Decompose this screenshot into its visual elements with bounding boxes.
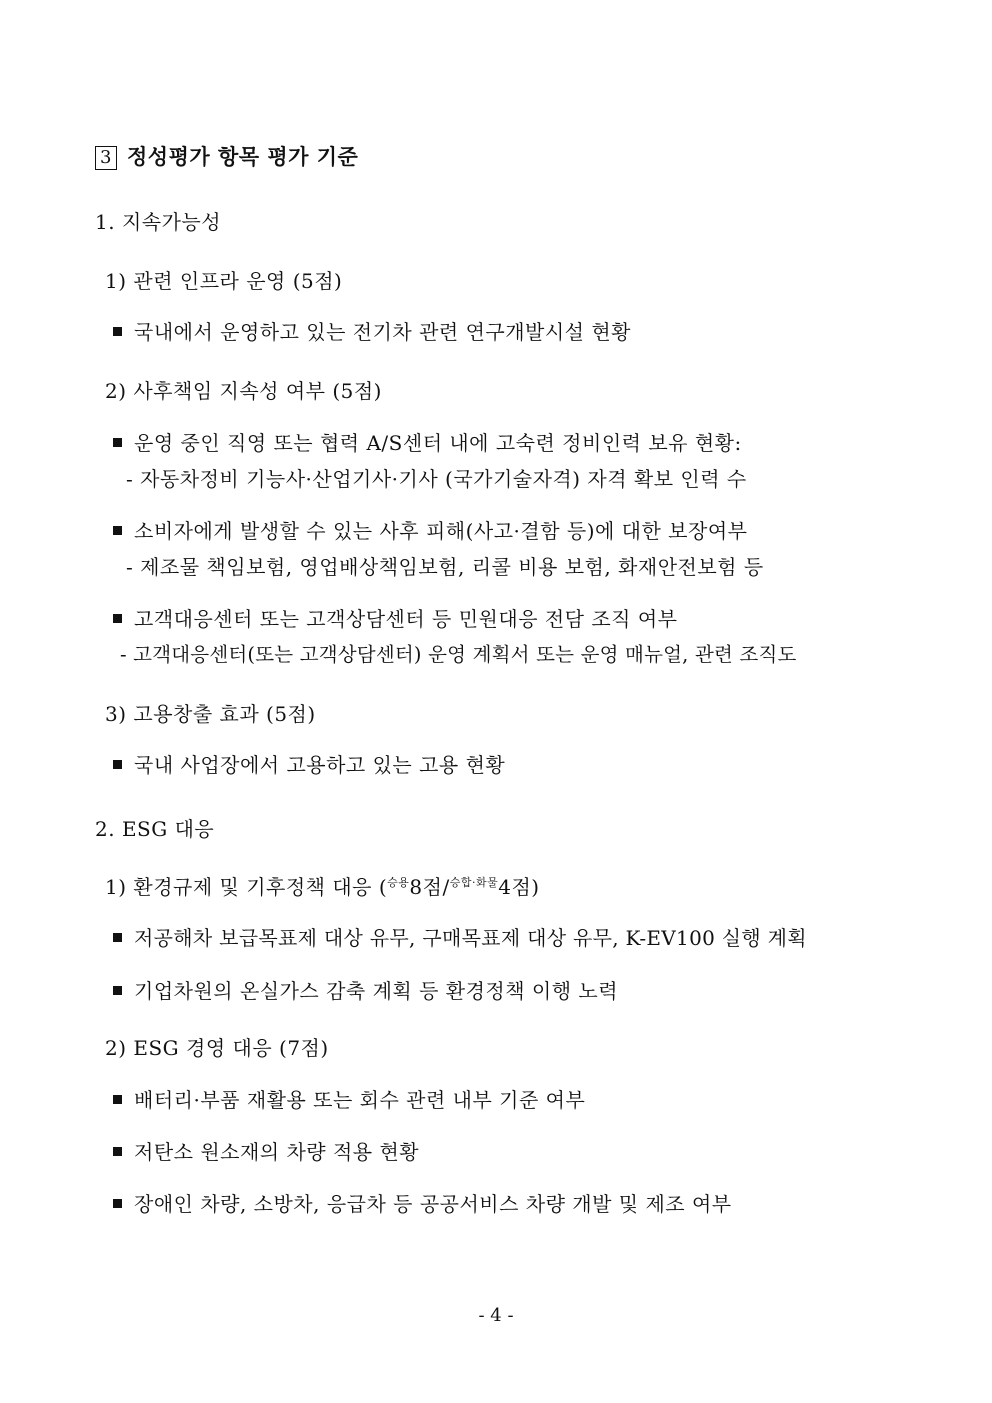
- bullet-square-icon: [113, 760, 122, 769]
- bullet-item: 운영 중인 직영 또는 협력 A/S센터 내에 고숙련 정비인력 보유 현황:: [113, 429, 742, 457]
- bullet-square-icon: [113, 1147, 122, 1156]
- bullet-item: 고객대응센터 또는 고객상담센터 등 민원대응 전담 조직 여부: [113, 605, 678, 633]
- section-2-title: 2. ESG 대응: [95, 817, 215, 841]
- subsection-1-1-title: 1) 관련 인프라 운영 (5점): [105, 269, 343, 293]
- page-number: - 4 -: [478, 1305, 514, 1326]
- bullet-item: 소비자에게 발생할 수 있는 사후 피해(사고·결함 등)에 대한 보장여부: [113, 517, 747, 545]
- bullet-item: 장애인 차량, 소방차, 응급차 등 공공서비스 차량 개발 및 제조 여부: [113, 1190, 732, 1218]
- bullet-detail: - 고객대응센터(또는 고객상담센터) 운영 계획서 또는 운영 매뉴얼, 관련 조직도: [120, 643, 797, 666]
- section-heading: [95, 143, 358, 171]
- heading-text: 정성평가 항목 평가 기준: [127, 144, 359, 169]
- bullet-item: 기업차원의 온실가스 감축 계획 등 환경정책 이행 노력: [113, 977, 618, 1005]
- subsection-2-1-title: 1) 환경규제 및 기후정책 대응 ($^{승용}$8점/$^{승합\cdot 화물}$4점): [105, 875, 540, 899]
- bullet-detail: - 자동차정비 기능사·산업기사·기사 (국가기술자격) 자격 확보 인력 수: [126, 467, 747, 491]
- bullet-item: 배터리·부품 재활용 또는 회수 관련 내부 기준 여부: [113, 1086, 585, 1114]
- bullet-square-icon: [113, 986, 122, 995]
- bullet-item: 국내 사업장에서 고용하고 있는 고용 현황: [113, 751, 505, 779]
- subsection-1-2-title: 2) 사후책임 지속성 여부 (5점): [105, 379, 382, 403]
- subsection-2-2-title: 2) ESG 경영 대응 (7점): [105, 1036, 329, 1060]
- heading-number-box: 3: [95, 146, 117, 170]
- bullet-square-icon: [113, 526, 122, 535]
- bullet-item: 저공해차 보급목표제 대상 유무, 구매목표제 대상 유무, K-EV100 실행 계획: [113, 924, 807, 952]
- subsection-1-3-title: 3) 고용창출 효과 (5점): [105, 702, 316, 726]
- bullet-item: 저탄소 원소재의 차량 적용 현황: [113, 1138, 419, 1166]
- bullet-square-icon: [113, 1095, 122, 1104]
- bullet-square-icon: [113, 933, 122, 942]
- bullet-square-icon: [113, 327, 122, 336]
- bullet-detail: - 제조물 책임보험, 영업배상책임보험, 리콜 비용 보험, 화재안전보험 등: [126, 555, 764, 579]
- bullet-item: 국내에서 운영하고 있는 전기차 관련 연구개발시설 현황: [113, 318, 631, 346]
- bullet-square-icon: [113, 438, 122, 447]
- bullet-square-icon: [113, 1199, 122, 1208]
- section-1-title: 1. 지속가능성: [95, 210, 222, 234]
- bullet-square-icon: [113, 614, 122, 623]
